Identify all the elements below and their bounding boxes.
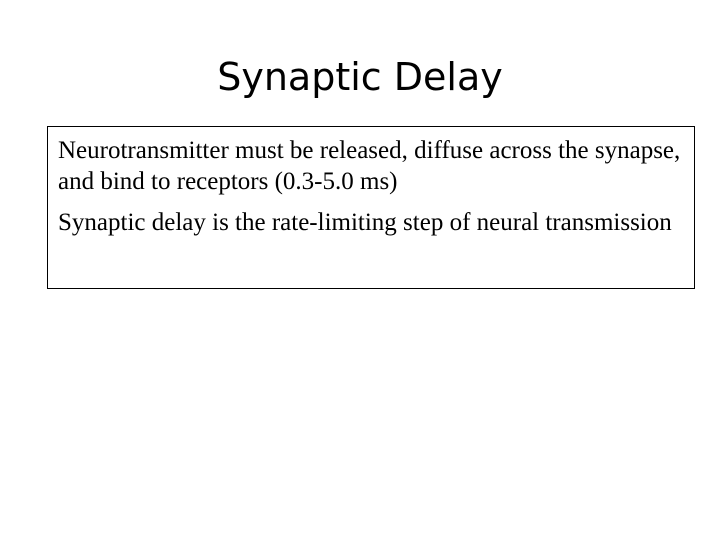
slide-title: Synaptic Delay [217,55,503,99]
content-text-box [47,126,695,289]
paragraph-rate-limiting: Synaptic delay is the rate-limiting step of neural transmission [58,209,672,236]
paragraph-release-diffuse-bind: Neurotransmitter must be released, diffuse across the synapse, and bind to receptors (0.3-5.0 ms) [58,137,681,195]
